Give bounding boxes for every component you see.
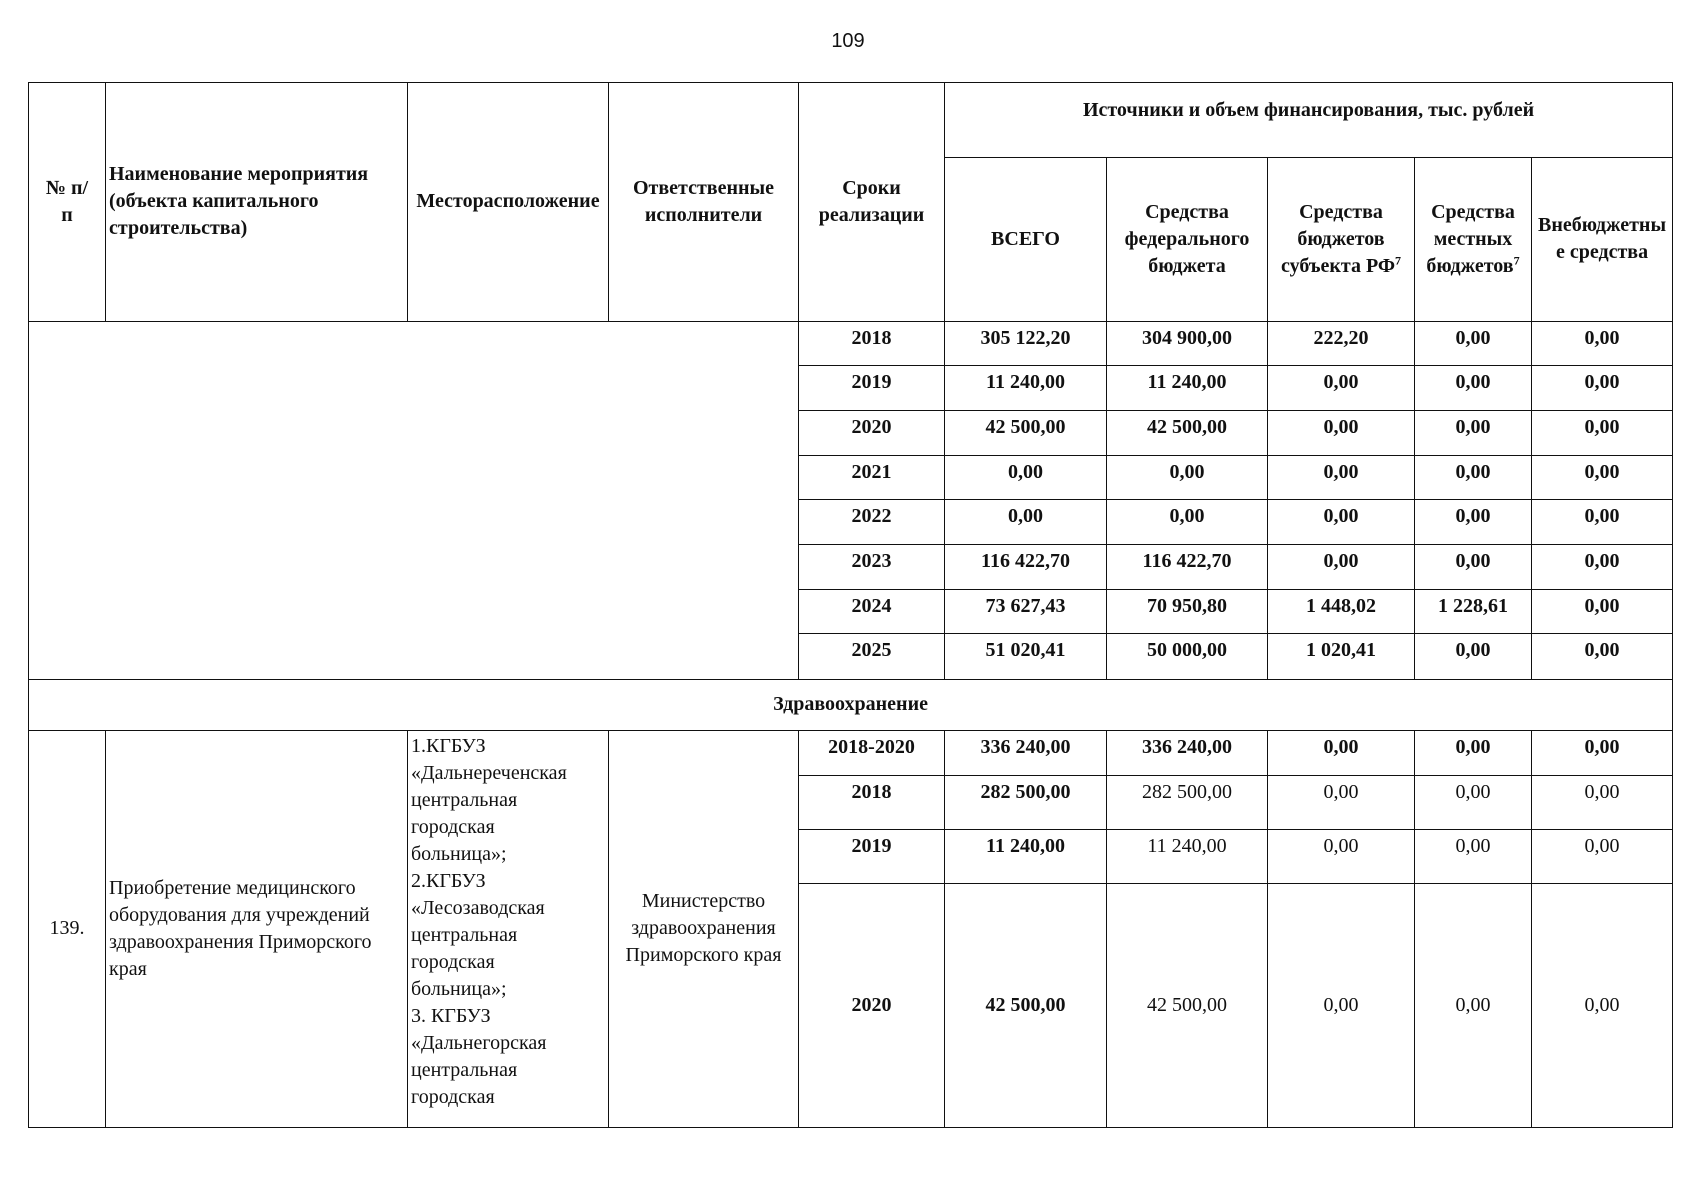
- year-cell: 2022: [799, 500, 945, 545]
- subject-cell: 222,20: [1268, 321, 1415, 366]
- year-cell: 2019: [799, 830, 945, 884]
- location-line: городская: [411, 950, 495, 973]
- year-cell: 2023: [799, 545, 945, 590]
- item-location: [408, 730, 609, 1127]
- year-cell: 2020: [799, 410, 945, 455]
- total-cell: 0,00: [945, 455, 1107, 500]
- header-subject-label: Средства бюджетов субъекта РФ: [1280, 200, 1396, 277]
- location-line: центральная: [411, 788, 518, 811]
- local-cell: 0,00: [1415, 321, 1532, 366]
- header-federal: Средства федерального бюджета: [1107, 158, 1268, 322]
- location-line: центральная: [411, 1058, 518, 1081]
- federal-cell: 42 500,00: [1107, 884, 1268, 1128]
- total-cell: 116 422,70: [945, 545, 1107, 590]
- extra-cell: 0,00: [1532, 545, 1673, 590]
- subject-cell: 0,00: [1268, 410, 1415, 455]
- header-local-label: Средства местных бюджетов: [1426, 200, 1515, 277]
- item-name: Приобретение медицинского оборудования для учреждений здравоохранения Приморского края: [106, 730, 408, 1127]
- extra-cell: 0,00: [1532, 410, 1673, 455]
- location-line: больница»;: [411, 977, 507, 1000]
- location-line: 3. КГБУЗ: [411, 1004, 491, 1027]
- local-cell: 0,00: [1415, 884, 1532, 1128]
- total-cell: 42 500,00: [945, 410, 1107, 455]
- location-line: «Дальнереченская: [411, 761, 567, 784]
- subject-cell: 0,00: [1268, 500, 1415, 545]
- page-number: 109: [831, 30, 865, 52]
- header-subject-footnote: 7: [1395, 253, 1402, 268]
- location-line: городская: [411, 1085, 495, 1108]
- total-cell: 11 240,00: [945, 830, 1107, 884]
- extra-cell: 0,00: [1532, 634, 1673, 680]
- year-cell: 2020: [799, 884, 945, 1128]
- total-cell: 51 020,41: [945, 634, 1107, 680]
- extra-cell: 0,00: [1532, 884, 1673, 1128]
- table-row: [29, 321, 1673, 366]
- header-num: № п/п: [29, 83, 106, 322]
- federal-cell: 11 240,00: [1107, 830, 1268, 884]
- total-cell: 73 627,43: [945, 589, 1107, 634]
- local-cell: 0,00: [1415, 830, 1532, 884]
- year-cell: 2025: [799, 634, 945, 680]
- total-cell: 11 240,00: [945, 366, 1107, 411]
- year-cell: 2018-2020: [799, 730, 945, 776]
- year-cell: 2024: [799, 589, 945, 634]
- table-row: [29, 730, 1673, 776]
- location-line: 1.КГБУЗ: [411, 734, 486, 757]
- location-line: 2.КГБУЗ: [411, 869, 486, 892]
- header-total: ВСЕГО: [945, 158, 1107, 322]
- total-cell: 42 500,00: [945, 884, 1107, 1128]
- total-cell: 282 500,00: [945, 776, 1107, 830]
- subject-cell: 0,00: [1268, 545, 1415, 590]
- year-cell: 2019: [799, 366, 945, 411]
- subject-cell: 1 448,02: [1268, 589, 1415, 634]
- location-line: центральная: [411, 923, 518, 946]
- federal-cell: 50 000,00: [1107, 634, 1268, 680]
- extra-cell: 0,00: [1532, 776, 1673, 830]
- subject-cell: 0,00: [1268, 455, 1415, 500]
- local-cell: 0,00: [1415, 410, 1532, 455]
- location-line: городская: [411, 815, 495, 838]
- header-local: [1415, 158, 1532, 322]
- federal-cell: 282 500,00: [1107, 776, 1268, 830]
- extra-cell: 0,00: [1532, 366, 1673, 411]
- total-cell: 336 240,00: [945, 730, 1107, 776]
- total-cell: 305 122,20: [945, 321, 1107, 366]
- local-cell: 0,00: [1415, 366, 1532, 411]
- year-cell: 2018: [799, 321, 945, 366]
- item-number: 139.: [29, 730, 106, 1127]
- extra-cell: 0,00: [1532, 830, 1673, 884]
- local-cell: 0,00: [1415, 500, 1532, 545]
- subject-cell: 0,00: [1268, 366, 1415, 411]
- header-terms: Сроки реализации: [799, 83, 945, 322]
- subject-cell: 1 020,41: [1268, 634, 1415, 680]
- federal-cell: 42 500,00: [1107, 410, 1268, 455]
- header-financing-title: Источники и объем финансирования, тыс. рублей: [945, 83, 1673, 158]
- subject-cell: 0,00: [1268, 830, 1415, 884]
- extra-cell: 0,00: [1532, 321, 1673, 366]
- federal-cell: 336 240,00: [1107, 730, 1268, 776]
- local-cell: 0,00: [1415, 730, 1532, 776]
- header-executors: Ответственные исполнители: [609, 83, 799, 322]
- subject-cell: 0,00: [1268, 884, 1415, 1128]
- local-cell: 0,00: [1415, 455, 1532, 500]
- federal-cell: 0,00: [1107, 455, 1268, 500]
- header-subject: [1268, 158, 1415, 322]
- location-line: «Дальнегорская: [411, 1031, 547, 1054]
- totals-blank-cell: [29, 321, 799, 679]
- local-cell: 0,00: [1415, 545, 1532, 590]
- year-cell: 2018: [799, 776, 945, 830]
- header-name: Наименование мероприятия (объекта капитального строительства): [106, 83, 408, 322]
- federal-cell: 70 950,80: [1107, 589, 1268, 634]
- federal-cell: 0,00: [1107, 500, 1268, 545]
- local-cell: 0,00: [1415, 776, 1532, 830]
- federal-cell: 304 900,00: [1107, 321, 1268, 366]
- header-extra: Внебюджетные средства: [1532, 158, 1673, 322]
- extra-cell: 0,00: [1532, 455, 1673, 500]
- total-cell: 0,00: [945, 500, 1107, 545]
- extra-cell: 0,00: [1532, 500, 1673, 545]
- local-cell: 0,00: [1415, 634, 1532, 680]
- year-cell: 2021: [799, 455, 945, 500]
- item-executor: Министерство здравоохранения Приморского края: [609, 730, 799, 1127]
- extra-cell: 0,00: [1532, 589, 1673, 634]
- federal-cell: 11 240,00: [1107, 366, 1268, 411]
- subject-cell: 0,00: [1268, 776, 1415, 830]
- header-location: Месторасположение: [408, 83, 609, 322]
- location-line: больница»;: [411, 842, 507, 865]
- extra-cell: 0,00: [1532, 730, 1673, 776]
- subject-cell: 0,00: [1268, 730, 1415, 776]
- section-title: Здравоохранение: [29, 680, 1673, 731]
- financing-table: [28, 82, 1673, 1128]
- location-line: «Лесозаводская: [411, 896, 545, 919]
- local-cell: 1 228,61: [1415, 589, 1532, 634]
- federal-cell: 116 422,70: [1107, 545, 1268, 590]
- header-local-footnote: 7: [1513, 253, 1520, 268]
